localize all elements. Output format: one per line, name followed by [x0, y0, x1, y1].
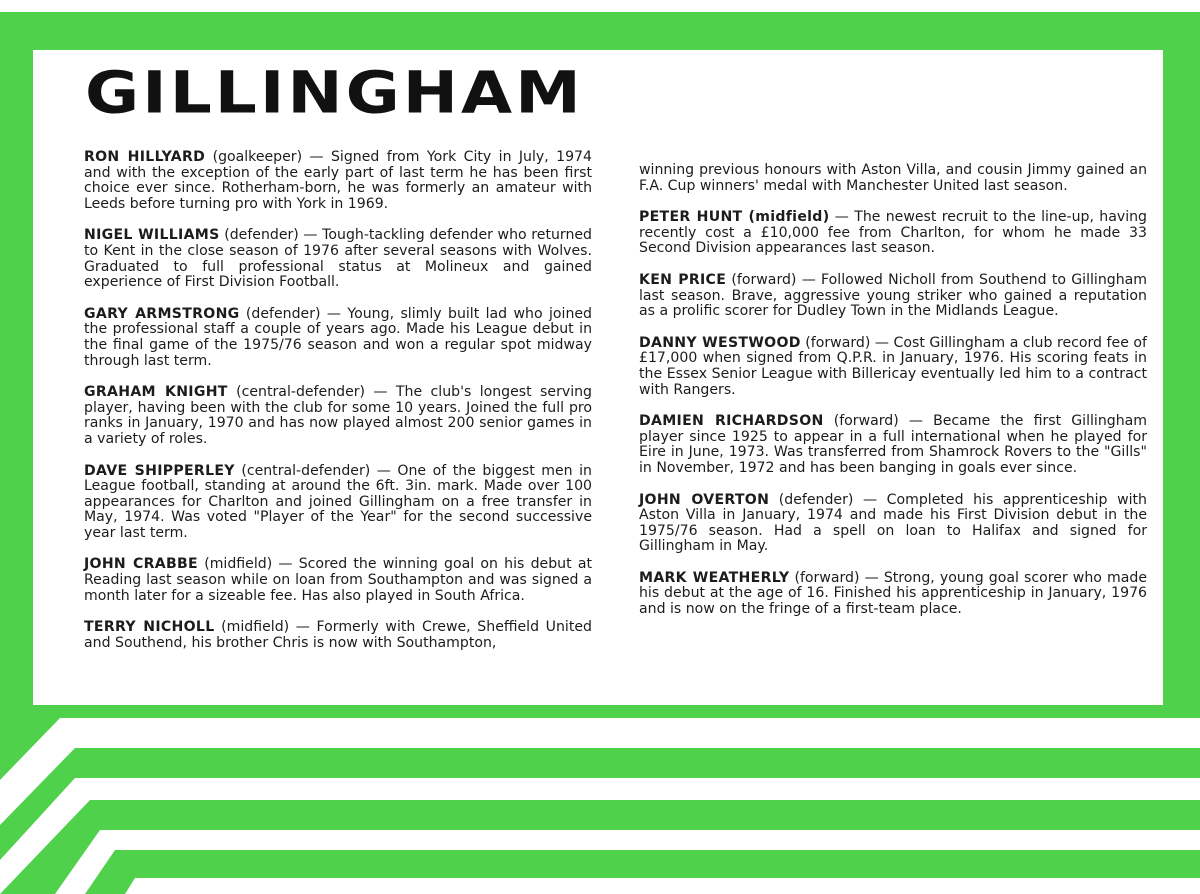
player-description: (goalkeeper) — Signed from York City in July, 1974 and with the exception of the early part of last term he has been first choice ever since. Rotherham-born, he was formerly an amateur with Leeds before turning pro with York in 1969.	[84, 149, 592, 212]
player-name: JOHN CRABBE	[84, 556, 198, 573]
player-description: (central-defender) — One of the biggest men in League football, standing at around the 6ft. 3in. mark. Made over 100 appearances for Charlton and joined Gillingham on a free transfer in May, 1974. Was voted "Player of the Year" for the second successive year last term.	[84, 462, 592, 541]
player-description: (forward) — Cost Gillingham a club record fee of £17,000 when signed from Q.P.R. in January, 1976. His scoring feats in the Essex Senior League with Billericay eventually led him to a contract with Rangers.	[639, 334, 1147, 398]
continued-paragraph: winning previous honours with Aston Villa, and cousin Jimmy gained an F.A. Cup winners' medal with Manchester United last season.	[639, 162, 1147, 194]
player-description: (midfield) — Formerly with Crewe, Sheffield United and Southend, his brother Chris is now with Southampton,	[84, 619, 592, 651]
player-description: — The newest recruit to the line-up, having recently cost a £10,000 fee from Charlton, for whom he made 33 Second Division appearances last season.	[639, 209, 1147, 257]
player-name: GARY ARMSTRONG	[84, 305, 240, 322]
player-name: NIGEL WILLIAMS	[84, 227, 220, 244]
player-name: JOHN OVERTON	[639, 491, 770, 508]
player-name: KEN PRICE	[639, 271, 727, 288]
player-description: (defender) — Completed his apprenticeship with Aston Villa in January, 1974 and made his First Division debut in the 1975/76 season. Had a spell on loan to Halifax and signed for Gillingham in May.	[639, 491, 1147, 555]
page-title: GILLINGHAM	[85, 58, 584, 127]
player-description: (defender) — Young, slimly built lad who joined the professional staff a couple of years ago. Made his League debut in the final game of the 1975/76 season and won a regular spot midway through last term.	[84, 305, 592, 369]
white-stripe	[0, 718, 1200, 825]
player-name: DAMIEN RICHARDSON	[639, 413, 824, 430]
player-name: MARK WEATHERLY	[639, 569, 790, 586]
player-description: (forward) — Became the first Gillingham player since 1925 to appear in a full international when he played for Eire in June, 1973. Was transferred from Shamrock Rovers to the "Gills" in November, 1972 and has been banging in goals ever since.	[639, 413, 1147, 476]
player-description: (forward) — Followed Nicholl from Southend to Gillingham last season. Brave, aggressive young striker who gained a reputation as a prolific scorer for Dudley Town in the Midlands League.	[639, 271, 1147, 320]
player-name: GRAHAM KNIGHT	[84, 384, 228, 401]
player-description: (midfield) — Scored the winning goal on his debut at Reading last season while on loan from Southampton and was signed a month later for a sizeable fee. Has also played in South Africa.	[84, 556, 592, 604]
player-name: DAVE SHIPPERLEY	[84, 462, 235, 479]
player-name: TERRY NICHOLL	[84, 619, 215, 636]
white-stripe	[125, 878, 1200, 894]
player-description: (forward) — Strong, young goal scorer who made his debut at the age of 16. Finished his apprenticeship in January, 1976 and is now on the fringe of a first-team place.	[639, 569, 1147, 618]
player-name: DANNY WESTWOOD	[639, 334, 801, 351]
player-name: RON HILLYARD	[84, 149, 206, 165]
player-description: (defender) — Tough-tackling defender who returned to Kent in the close season of 1976 after several seasons with Wolves. Graduated to full professional status at Molineux and gained experience of First Division Football.	[84, 227, 592, 291]
player-description: (central-defender) — The club's longest serving player, having been with the club for some 10 years. Joined the full pro ranks in January, 1970 and has now played almost 200 senior games in a variety of roles.	[84, 384, 593, 447]
player-name: PETER HUNT (midfield)	[639, 209, 830, 226]
